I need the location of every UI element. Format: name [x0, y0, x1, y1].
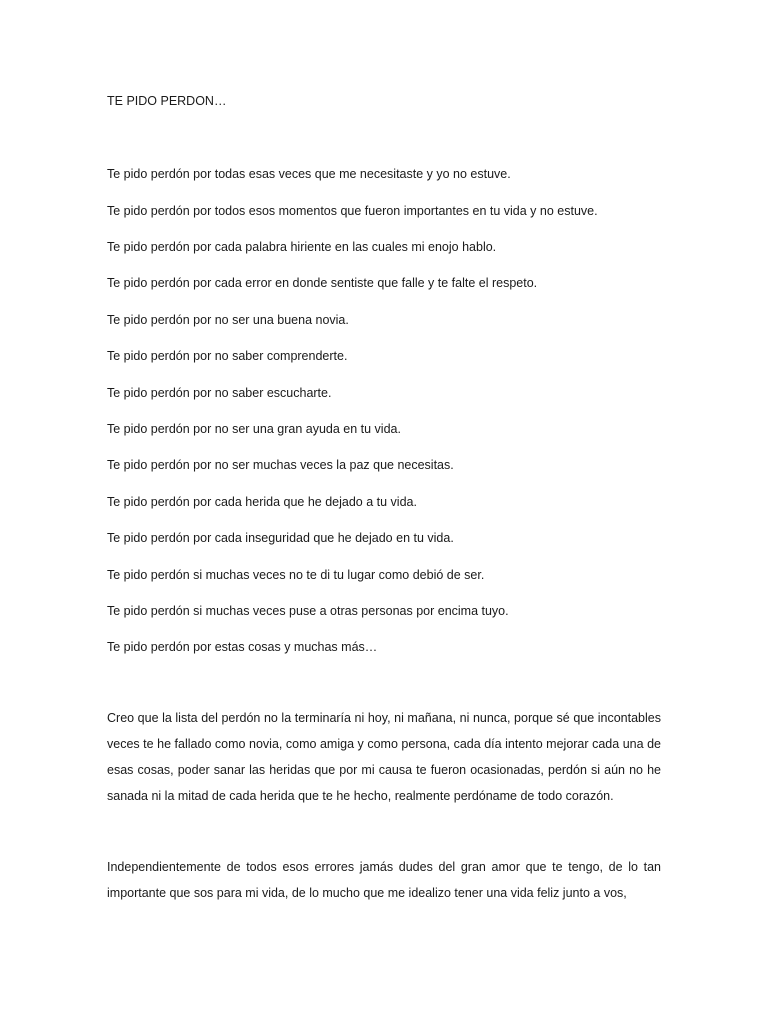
- body-paragraph-2: Independientemente de todos esos errores jamás dudes del gran amor que te tengo, de lo tan importante que sos para mi vida, de lo mucho que me idealizo tener una vida feliz junto a vos,: [107, 860, 661, 900]
- apology-line-5: Te pido perdón por no ser una buena novia.: [107, 313, 349, 327]
- apology-line-7: Te pido perdón por no saber escucharte.: [107, 386, 332, 400]
- document-title: TE PIDO PERDON…: [107, 94, 227, 108]
- apology-line-11: Te pido perdón por cada inseguridad que he dejado en tu vida.: [107, 531, 454, 545]
- apology-line-10: Te pido perdón por cada herida que he dejado a tu vida.: [107, 495, 417, 509]
- apology-line-12: Te pido perdón si muchas veces no te di tu lugar como debió de ser.: [107, 568, 485, 582]
- apology-line-9: Te pido perdón por no ser muchas veces la paz que necesitas.: [107, 458, 454, 472]
- apology-line-3: Te pido perdón por cada palabra hiriente en las cuales mi enojo hablo.: [107, 240, 497, 254]
- apology-line-14: Te pido perdón por estas cosas y muchas más…: [107, 640, 378, 654]
- apology-line-6: Te pido perdón por no saber comprenderte.: [107, 349, 348, 363]
- body-paragraph-1: Creo que la lista del perdón no la terminaría ni hoy, ni mañana, ni nunca, porque sé que incontables veces te he fallado como novia, como amiga y como persona, cada día intento mejorar cada una de esas cosas, poder sanar las heridas que por mi causa te fueron ocasionadas, perdón si aún no he sanada ni la mitad de cada herida que te he hecho, realmente perdóname de todo corazón.: [107, 711, 661, 803]
- apology-line-8: Te pido perdón por no ser una gran ayuda en tu vida.: [107, 422, 401, 436]
- apology-line-2: Te pido perdón por todos esos momentos que fueron importantes en tu vida y no estuve.: [107, 204, 598, 218]
- apology-line-13: Te pido perdón si muchas veces puse a otras personas por encima tuyo.: [107, 604, 509, 618]
- apology-line-1: Te pido perdón por todas esas veces que me necesitaste y yo no estuve.: [107, 167, 511, 181]
- apology-line-4: Te pido perdón por cada error en donde sentiste que falle y te falte el respeto.: [107, 276, 538, 290]
